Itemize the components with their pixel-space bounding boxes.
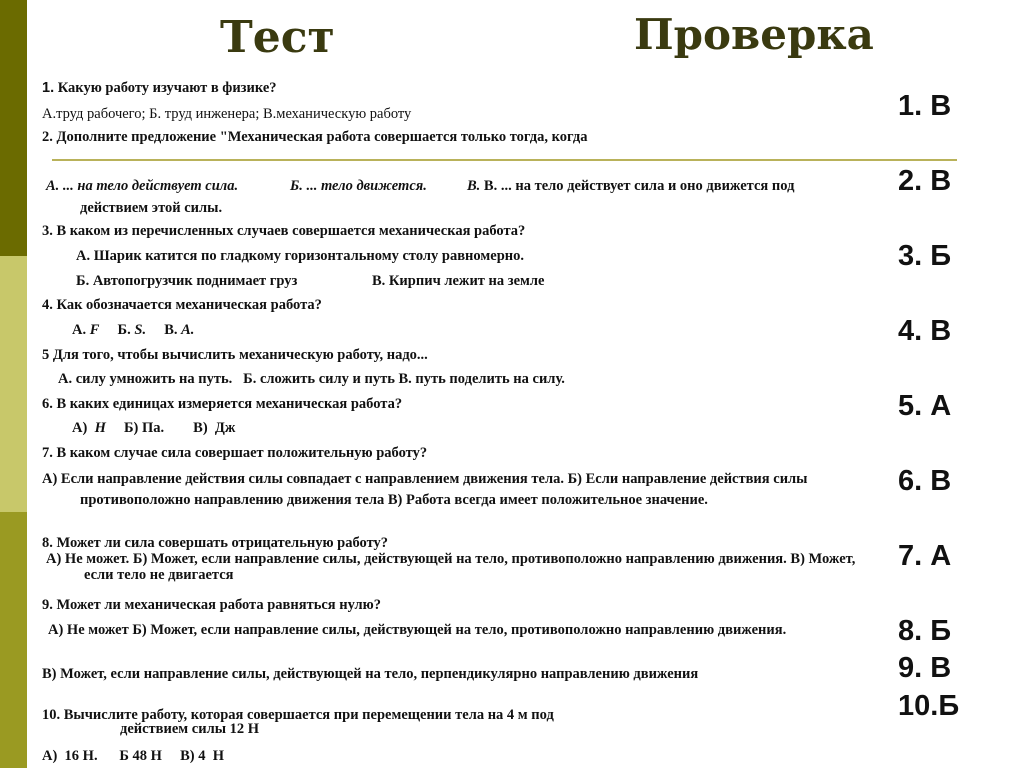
question-6-option-a-symbol: Н [94, 420, 106, 436]
question-9-options-ab [44, 621, 864, 639]
left-band-middle [0, 256, 27, 512]
question-3-option-b: Б. Автопогрузчик поднимает груз [76, 273, 298, 289]
answer-1: 1. В [898, 90, 952, 122]
divider-line [52, 159, 957, 161]
answer-8: 8. Б [898, 615, 952, 647]
left-band-bottom [0, 512, 27, 768]
question-6-text: 6. В каких единицах измеряется механическая работа? [42, 396, 403, 412]
title-check: Проверка [634, 10, 874, 59]
question-10-text-cont: действием силы 12 Н [120, 721, 260, 737]
question-4-option-b-label: Б. [117, 322, 131, 338]
question-1-options: А.труд рабочего; Б. труд инженера; В.механическую работу [42, 106, 412, 122]
question-3-text: 3. В каком из перечисленных случаев совершается механическая работа? [42, 223, 526, 239]
question-8-options [42, 551, 862, 583]
answer-9: 9. В [898, 652, 952, 684]
question-8-options-text: А) Не может. Б) Может, если направление силы, действующей на тело, противоположно направлению движения. В) Может, если тело не двигается [46, 551, 856, 583]
answer-10: 10.Б [898, 690, 960, 722]
question-2-text: 2. Дополните предложение "Механическая работа совершается только тогда, когда [42, 129, 588, 145]
question-4-option-c-label: В. [164, 322, 178, 338]
question-5-text: 5 Для того, чтобы вычислить механическую работу, надо... [42, 347, 428, 363]
question-1 [42, 80, 277, 97]
question-4-text: 4. Как обозначается механическая работа? [42, 297, 322, 313]
question-1-text: Какую работу изучают в физике? [57, 80, 277, 96]
left-band-top [0, 0, 27, 256]
question-6-options [72, 420, 235, 437]
question-7-text: 7. В каком случае сила совершает положительную работу? [42, 445, 428, 461]
question-9-option-c: В) Может, если направление силы, действующей на тело, перпендикулярно направлению движения [42, 666, 699, 682]
answer-4: 4. В [898, 315, 952, 347]
answer-3: 3. Б [898, 240, 952, 272]
question-9-text: 9. Может ли механическая работа равняться нулю? [42, 597, 381, 613]
question-4-option-b-symbol: S. [134, 322, 147, 338]
question-6-option-c: В) Дж [193, 420, 236, 436]
question-2-option-a: А. ... на тело действует сила. [46, 178, 239, 194]
question-2-option-c [467, 178, 794, 195]
question-8-text: 8. Может ли сила совершать отрицательную работу? [42, 535, 389, 551]
answer-6: 6. В [898, 465, 952, 497]
title-test: Тест [220, 12, 335, 63]
question-4-options [72, 322, 194, 339]
question-2-option-c-cont: действием этой силы. [80, 200, 223, 216]
question-4-option-a-symbol: F [89, 322, 100, 338]
answer-5: 5. А [898, 390, 952, 422]
question-10-text: 10. Вычислите работу, которая совершается при перемещении тела на 4 м под [42, 707, 554, 723]
question-7-options [42, 469, 872, 511]
question-4-option-c-symbol: A. [181, 322, 195, 338]
question-3-option-a: А. Шарик катится по гладкому горизонтальному столу равномерно. [76, 248, 524, 264]
answer-2: 2. В [898, 165, 952, 197]
question-7-options-text: А) Если направление действия силы совпадает с направлением движения тела. Б) Если направление действия силы противоположно направлению движения тела В) Работа всегда имеет положительное значение. [42, 471, 808, 508]
question-4-option-a-label: А. [72, 322, 87, 338]
question-6-option-b: Б) Па. [123, 420, 165, 436]
question-3-option-c: В. Кирпич лежит на земле [372, 273, 545, 289]
question-9-options-ab-text: А) Не может Б) Может, если направление силы, действующей на тело, противоположно направлению движения. [48, 622, 787, 638]
question-2-option-c-label: В. [467, 178, 481, 194]
question-5-options: А. силу умножить на путь. Б. сложить силу и путь В. путь поделить на силу. [58, 371, 565, 387]
question-1-number: 1. [42, 80, 55, 96]
question-2-option-b: Б. ... тело движется. [290, 178, 427, 194]
question-10-options: А) 16 Н. Б 48 Н В) 4 Н [42, 748, 224, 764]
question-6-option-a-label: А) [72, 420, 88, 436]
answer-7: 7. А [898, 540, 952, 572]
question-2-option-c-text: В. ... на тело действует сила и оно движется под [483, 178, 795, 194]
